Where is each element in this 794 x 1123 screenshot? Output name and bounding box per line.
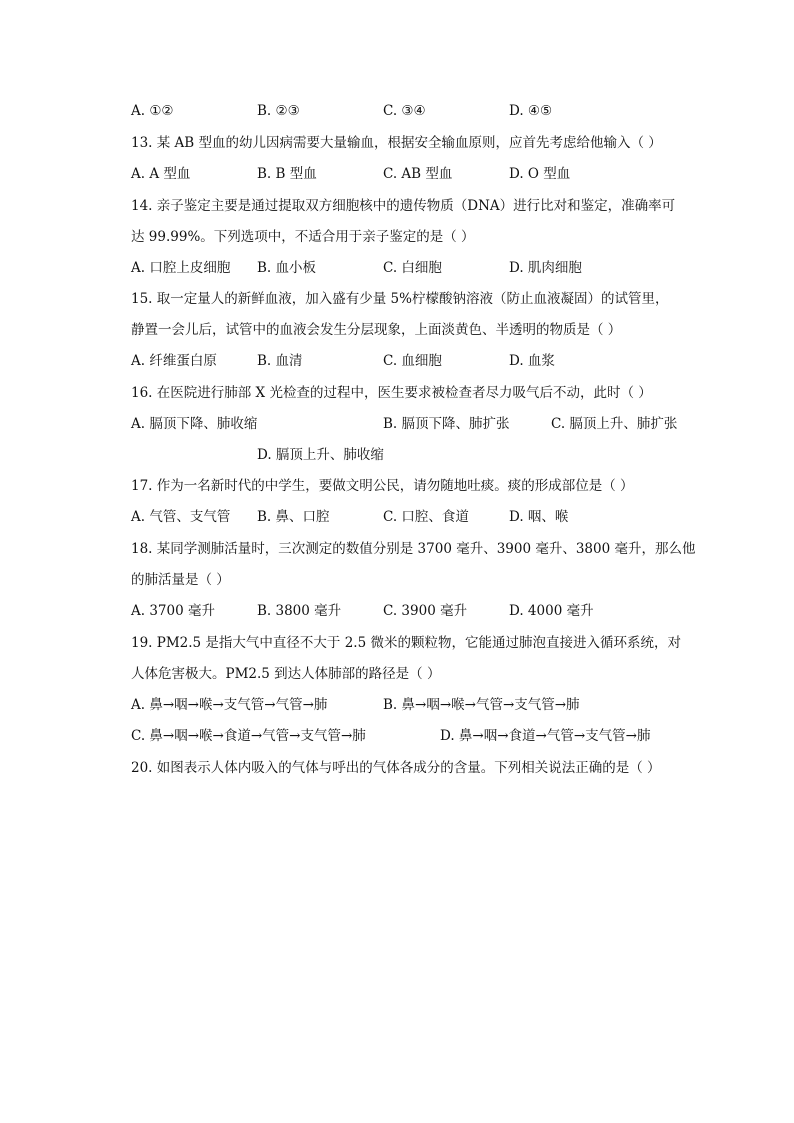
q18-stem-line1: 18. 某同学测肺活量时，三次测定的数值分别是 3700 毫升、3900 毫升、3800 毫升，那么他	[131, 541, 696, 557]
q17-option-a[interactable]: A. 气管、支气管	[131, 509, 231, 525]
q14-option-b[interactable]: B. 血小板	[257, 260, 317, 276]
q17-stem: 17. 作为一名新时代的中学生，要做文明公民，请勿随地吐痰。痰的形成部位是（ ）	[131, 478, 634, 494]
q17-option-d[interactable]: D. 咽、喉	[509, 509, 569, 525]
q19-option-a[interactable]: A. 鼻→咽→喉→支气管→气管→肺	[131, 697, 328, 713]
q13-stem: 13. 某 AB 型血的幼儿因病需要大量输血，根据安全输血原则，应首先考虑给他输入（ ）	[131, 135, 662, 151]
q15-stem-line1: 15. 取一定量人的新鲜血液，加入盛有少量 5%柠檬酸钠溶液（防止血液凝固）的试管里，	[131, 291, 669, 307]
q19-option-b[interactable]: B. 鼻→咽→喉→气管→支气管→肺	[383, 697, 580, 713]
q15-option-c[interactable]: C. 血细胞	[383, 353, 442, 369]
q16-option-a[interactable]: A. 膈顶下降、肺收缩	[131, 416, 258, 432]
q16-option-c[interactable]: C. 膈顶上升、肺扩张	[551, 416, 678, 432]
q15-stem-line2: 静置一会儿后，试管中的血液会发生分层现象，上面淡黄色、半透明的物质是（ ）	[131, 322, 622, 338]
q16-stem: 16. 在医院进行肺部 X 光检查的过程中，医生要求被检查者尽力吸气后不动，此时（ ）	[131, 385, 652, 401]
q18-option-b[interactable]: B. 3800 毫升	[257, 603, 342, 619]
q13-option-a[interactable]: A. A 型血	[131, 166, 191, 182]
q19-stem-line1: 19. PM2.5 是指大气中直径不大于 2.5 微米的颗粒物，它能通过肺泡直接进入循环系统，对	[131, 635, 681, 651]
q12-option-a[interactable]: A. ①②	[131, 103, 174, 119]
q16-option-b[interactable]: B. 膈顶下降、肺扩张	[383, 416, 510, 432]
q13-option-c[interactable]: C. AB 型血	[383, 166, 453, 182]
q15-option-a[interactable]: A. 纤维蛋白原	[131, 353, 217, 369]
q14-stem-line1: 14. 亲子鉴定主要是通过提取双方细胞核中的遗传物质（DNA）进行比对和鉴定，准确率可	[131, 198, 676, 214]
q19-option-c[interactable]: C. 鼻→咽→喉→食道→气管→支气管→肺	[131, 728, 366, 744]
q19-option-d[interactable]: D. 鼻→咽→食道→气管→支气管→肺	[440, 728, 651, 744]
q12-option-d[interactable]: D. ④⑤	[509, 103, 553, 119]
q15-option-d[interactable]: D. 血浆	[509, 353, 555, 369]
q13-option-b[interactable]: B. B 型血	[257, 166, 317, 182]
q16-option-d[interactable]: D. 膈顶上升、肺收缩	[257, 447, 384, 463]
q18-option-a[interactable]: A. 3700 毫升	[131, 603, 215, 619]
q14-option-d[interactable]: D. 肌肉细胞	[509, 260, 582, 276]
q20-stem: 20. 如图表示人体内吸入的气体与呼出的气体各成分的含量。下列相关说法正确的是（ ）	[131, 760, 661, 776]
q14-option-c[interactable]: C. 白细胞	[383, 260, 442, 276]
q18-option-c[interactable]: C. 3900 毫升	[383, 603, 468, 619]
q12-option-b[interactable]: B. ②③	[257, 103, 300, 119]
q19-stem-line2: 人体危害极大。PM2.5 到达人体肺部的路径是（ ）	[131, 666, 441, 682]
q18-stem-line2: 的肺活量是（ ）	[131, 572, 230, 588]
q13-option-d[interactable]: D. O 型血	[509, 166, 571, 182]
q12-option-c[interactable]: C. ③④	[383, 103, 426, 119]
q17-option-b[interactable]: B. 鼻、口腔	[257, 509, 330, 525]
q17-option-c[interactable]: C. 口腔、食道	[383, 509, 469, 525]
q18-option-d[interactable]: D. 4000 毫升	[509, 603, 594, 619]
q14-stem-line2: 达 99.99%。下列选项中，不适合用于亲子鉴定的是（ ）	[131, 229, 475, 245]
q14-option-a[interactable]: A. 口腔上皮细胞	[131, 260, 231, 276]
q15-option-b[interactable]: B. 血清	[257, 353, 303, 369]
